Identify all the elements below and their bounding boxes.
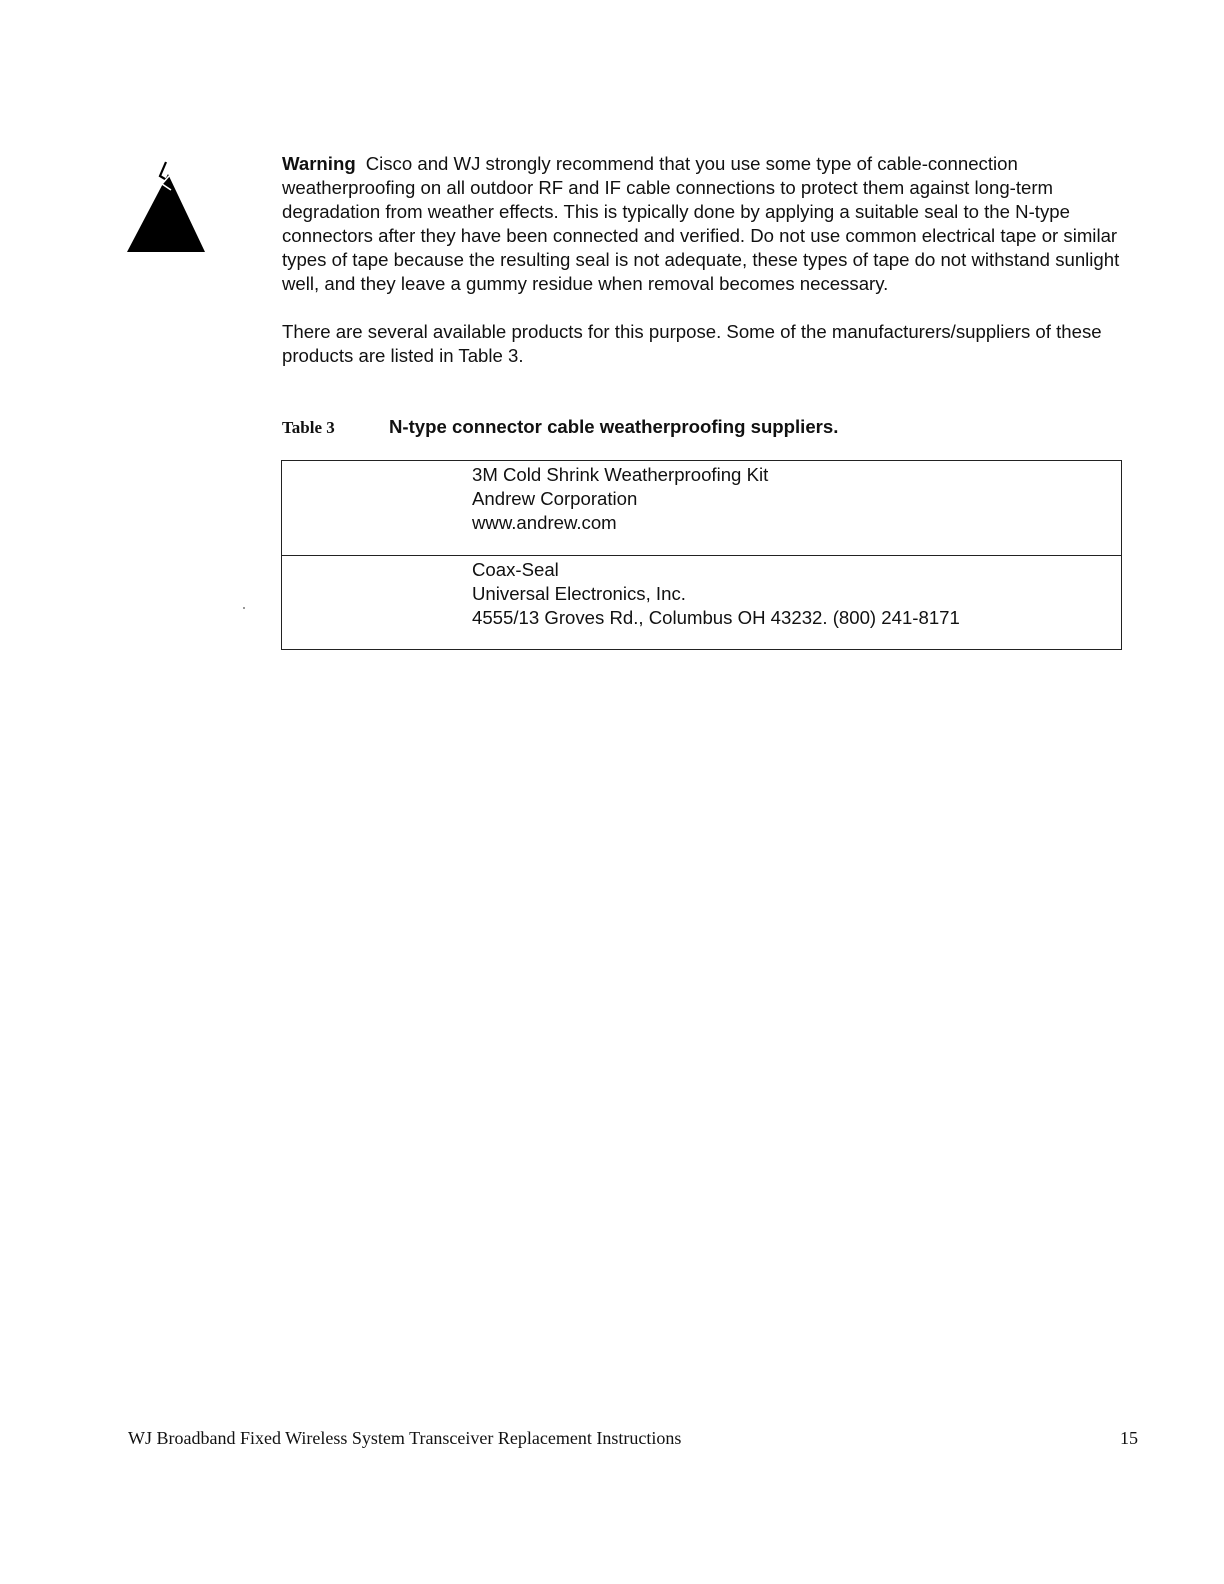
product-name: Coax-Seal	[472, 559, 559, 580]
table-number: Table 3	[282, 418, 335, 437]
table-caption	[282, 414, 1122, 440]
page-footer	[128, 1426, 1138, 1452]
supplier-company: Universal Electronics, Inc.	[472, 583, 686, 604]
intro-paragraph: There are several available products for this purpose. Some of the manufacturers/suppliers of these products are listed in Table 3.	[282, 321, 1102, 366]
supplier-contact: www.andrew.com	[472, 512, 617, 533]
table-title: N-type connector cable weatherproofing suppliers.	[389, 416, 839, 437]
table-row	[282, 461, 1121, 555]
supplier-table	[281, 460, 1122, 650]
warning-label: Warning	[282, 153, 356, 174]
page-number: 15	[1120, 1428, 1138, 1448]
supplier-contact: 4555/13 Groves Rd., Columbus OH 43232. (800) 241-8171	[472, 607, 960, 628]
product-name: 3M Cold Shrink Weatherproofing Kit	[472, 464, 769, 485]
scan-speck	[243, 607, 245, 609]
warning-triangle-icon	[126, 160, 206, 255]
warning-text: Cisco and WJ strongly recommend that you use some type of cable-connection weatherproofing on all outdoor RF and IF cable connections to protect them against long-term degradation from weather effects. This is typically done by applying a suitable seal to the N-type connectors after they have been connected and verified. Do not use common electrical tape or similar types of tape because the resulting seal is not adequate, these types of tape do not withstand sunlight well, and they leave a gummy residue when removal becomes necessary.	[282, 153, 1120, 294]
table-row	[282, 555, 1121, 649]
supplier-company: Andrew Corporation	[472, 488, 638, 509]
warning-note	[282, 152, 1122, 296]
footer-document-title: WJ Broadband Fixed Wireless System Transceiver Replacement Instructions	[128, 1428, 682, 1448]
